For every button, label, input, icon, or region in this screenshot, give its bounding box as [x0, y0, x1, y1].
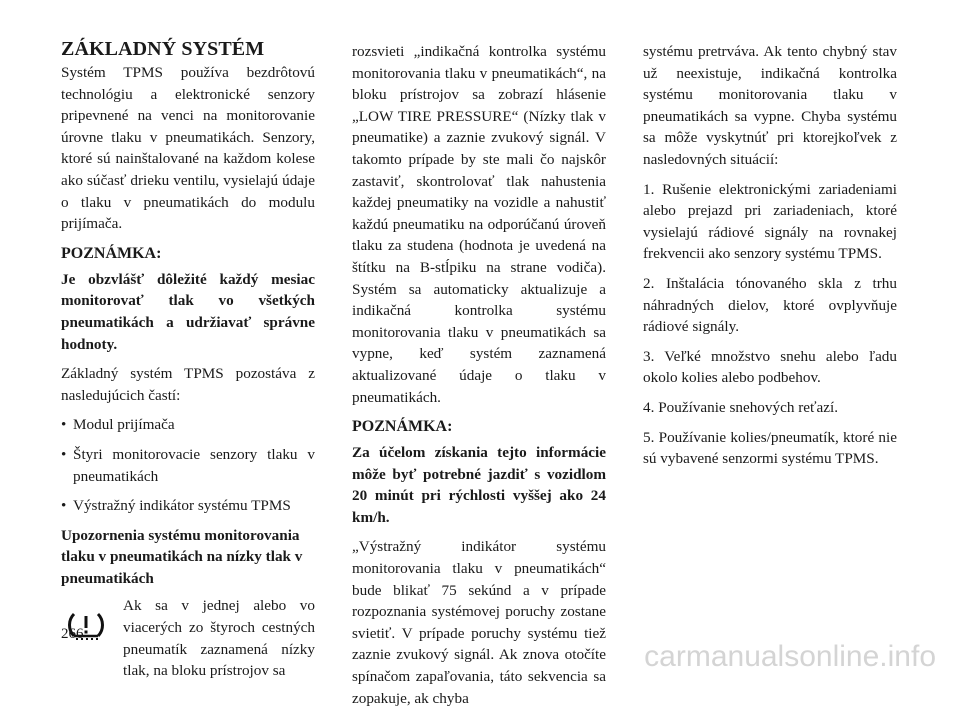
- list-item: 2. Inštalácia tónovaného skla z trhu náhradných dielov, ktoré ovplyvňuje rádiové signály.: [643, 274, 897, 336]
- note-text: Je obzvlášť dôležité každý mesiac monitorovať tlak vo všetkých pneumatikách a udržiavať správne hodnoty.: [61, 270, 315, 353]
- section-title: ZÁKLADNÝ SYSTÉM: [61, 38, 265, 60]
- list-item: 5. Používanie kolies/pneumatík, ktoré nie sú vybavené senzormi systému TPMS.: [643, 428, 897, 468]
- intro-paragraph: Systém TPMS používa bezdrôtovú technológiu a elektronické senzory pripevnené na venci na monitorovanie úrovne tlaku v pneumatikách. Senzory, ktoré sú nainštalované na každom kolese ako súčasť drieku ventilu, vysielajú údaje o tlaku v pneumatikách do modulu prijímača.: [61, 64, 315, 233]
- parts-intro: Základný systém TPMS pozostáva z nasledujúcich častí:: [61, 365, 315, 404]
- note-heading: POZNÁMKA:: [61, 244, 162, 262]
- note-text: Za účelom získania tejto informácie môže byť potrebné jazdiť s vozidlom 20 minút pri rýchlosti vyššej ako 24 km/h.: [352, 444, 606, 526]
- bullet: •: [61, 497, 67, 515]
- warning-block: [61, 595, 315, 681]
- paragraph: systému pretrváva. Ak tento chybný stav už neexistuje, indikačná kontrolka systému monitorovania tlaku v pneumatikách sa vypne. Chyba systému sa môže vyskytnúť pri ktorejkoľvek z nasledovných situácií:: [643, 43, 897, 168]
- parts-list: [61, 414, 315, 516]
- warning-text: Ak sa v jednej alebo vo viacerých zo štyroch cestných pneumatík zaznamená nízky tlak, na bloku prístrojov sa: [123, 597, 315, 680]
- list-item: 1. Rušenie elektronickými zariadeniami alebo prejazd pri zariadeniach, ktoré vysielajú rádiové signály na rovnakej frekvencii ako senzory systému TPMS.: [643, 180, 897, 263]
- bullet: •: [61, 445, 67, 463]
- column-middle: [352, 41, 606, 717]
- column-left: [61, 38, 315, 682]
- list-item: • Modul prijímača: [61, 414, 315, 436]
- paragraph: „Výstražný indikátor systému monitorovania tlaku v pneumatikách“ bude blikať 75 sekúnd a v prípade rozpoznania systémovej poruchy zostane svietiť. V prípade poruchy systému tiež zaznie zvukový signál. Ak znova otočíte spínačom zapaľovania, táto sekvencia sa zopakuje, ak chyba: [352, 538, 606, 707]
- bullet: •: [61, 416, 67, 434]
- list-item: 4. Používanie snehových reťazí.: [643, 398, 839, 416]
- list-item: • Štyri monitorovacie senzory tlaku v pneumatikách: [61, 445, 315, 485]
- list-item: • Výstražný indikátor systému TPMS: [61, 495, 315, 517]
- note-heading: POZNÁMKA:: [352, 418, 453, 436]
- watermark: carmanualsonline.info: [644, 640, 936, 673]
- page-number: 266: [61, 626, 84, 642]
- subheading: Upozornenia systému monitorovania tlaku v pneumatikách na nízky tlak v pneumatikách: [61, 526, 303, 587]
- list-item: 3. Veľké množstvo snehu alebo ľadu okolo kolies alebo podbehov.: [643, 347, 897, 387]
- paragraph: rozsvieti „indikačná kontrolka systému monitorovania tlaku v pneumatikách“, na bloku prístrojov sa zobrazí hlásenie „LOW TIRE PRESSURE“ (Nízky tlak v pneumatike) a zaznie zvukový signál. V takomto prípade by ste mali čo najskôr zastaviť, skontrolovať tlak nahustenia každej pneumatiky na vozidle a nahustiť každú pneumatiku na odporúčanú úroveň tlaku za studena (hodnota je uvedená na štítku na B-stĺpiku na strane vodiča). Systém sa automaticky aktualizuje a indikačná kontrolka systému monitorovania tlaku v pneumatikách sa vypne, keď systém zaznamená aktualizované údaje o tlaku v pneumatikách.: [352, 43, 606, 406]
- column-right: [643, 41, 897, 478]
